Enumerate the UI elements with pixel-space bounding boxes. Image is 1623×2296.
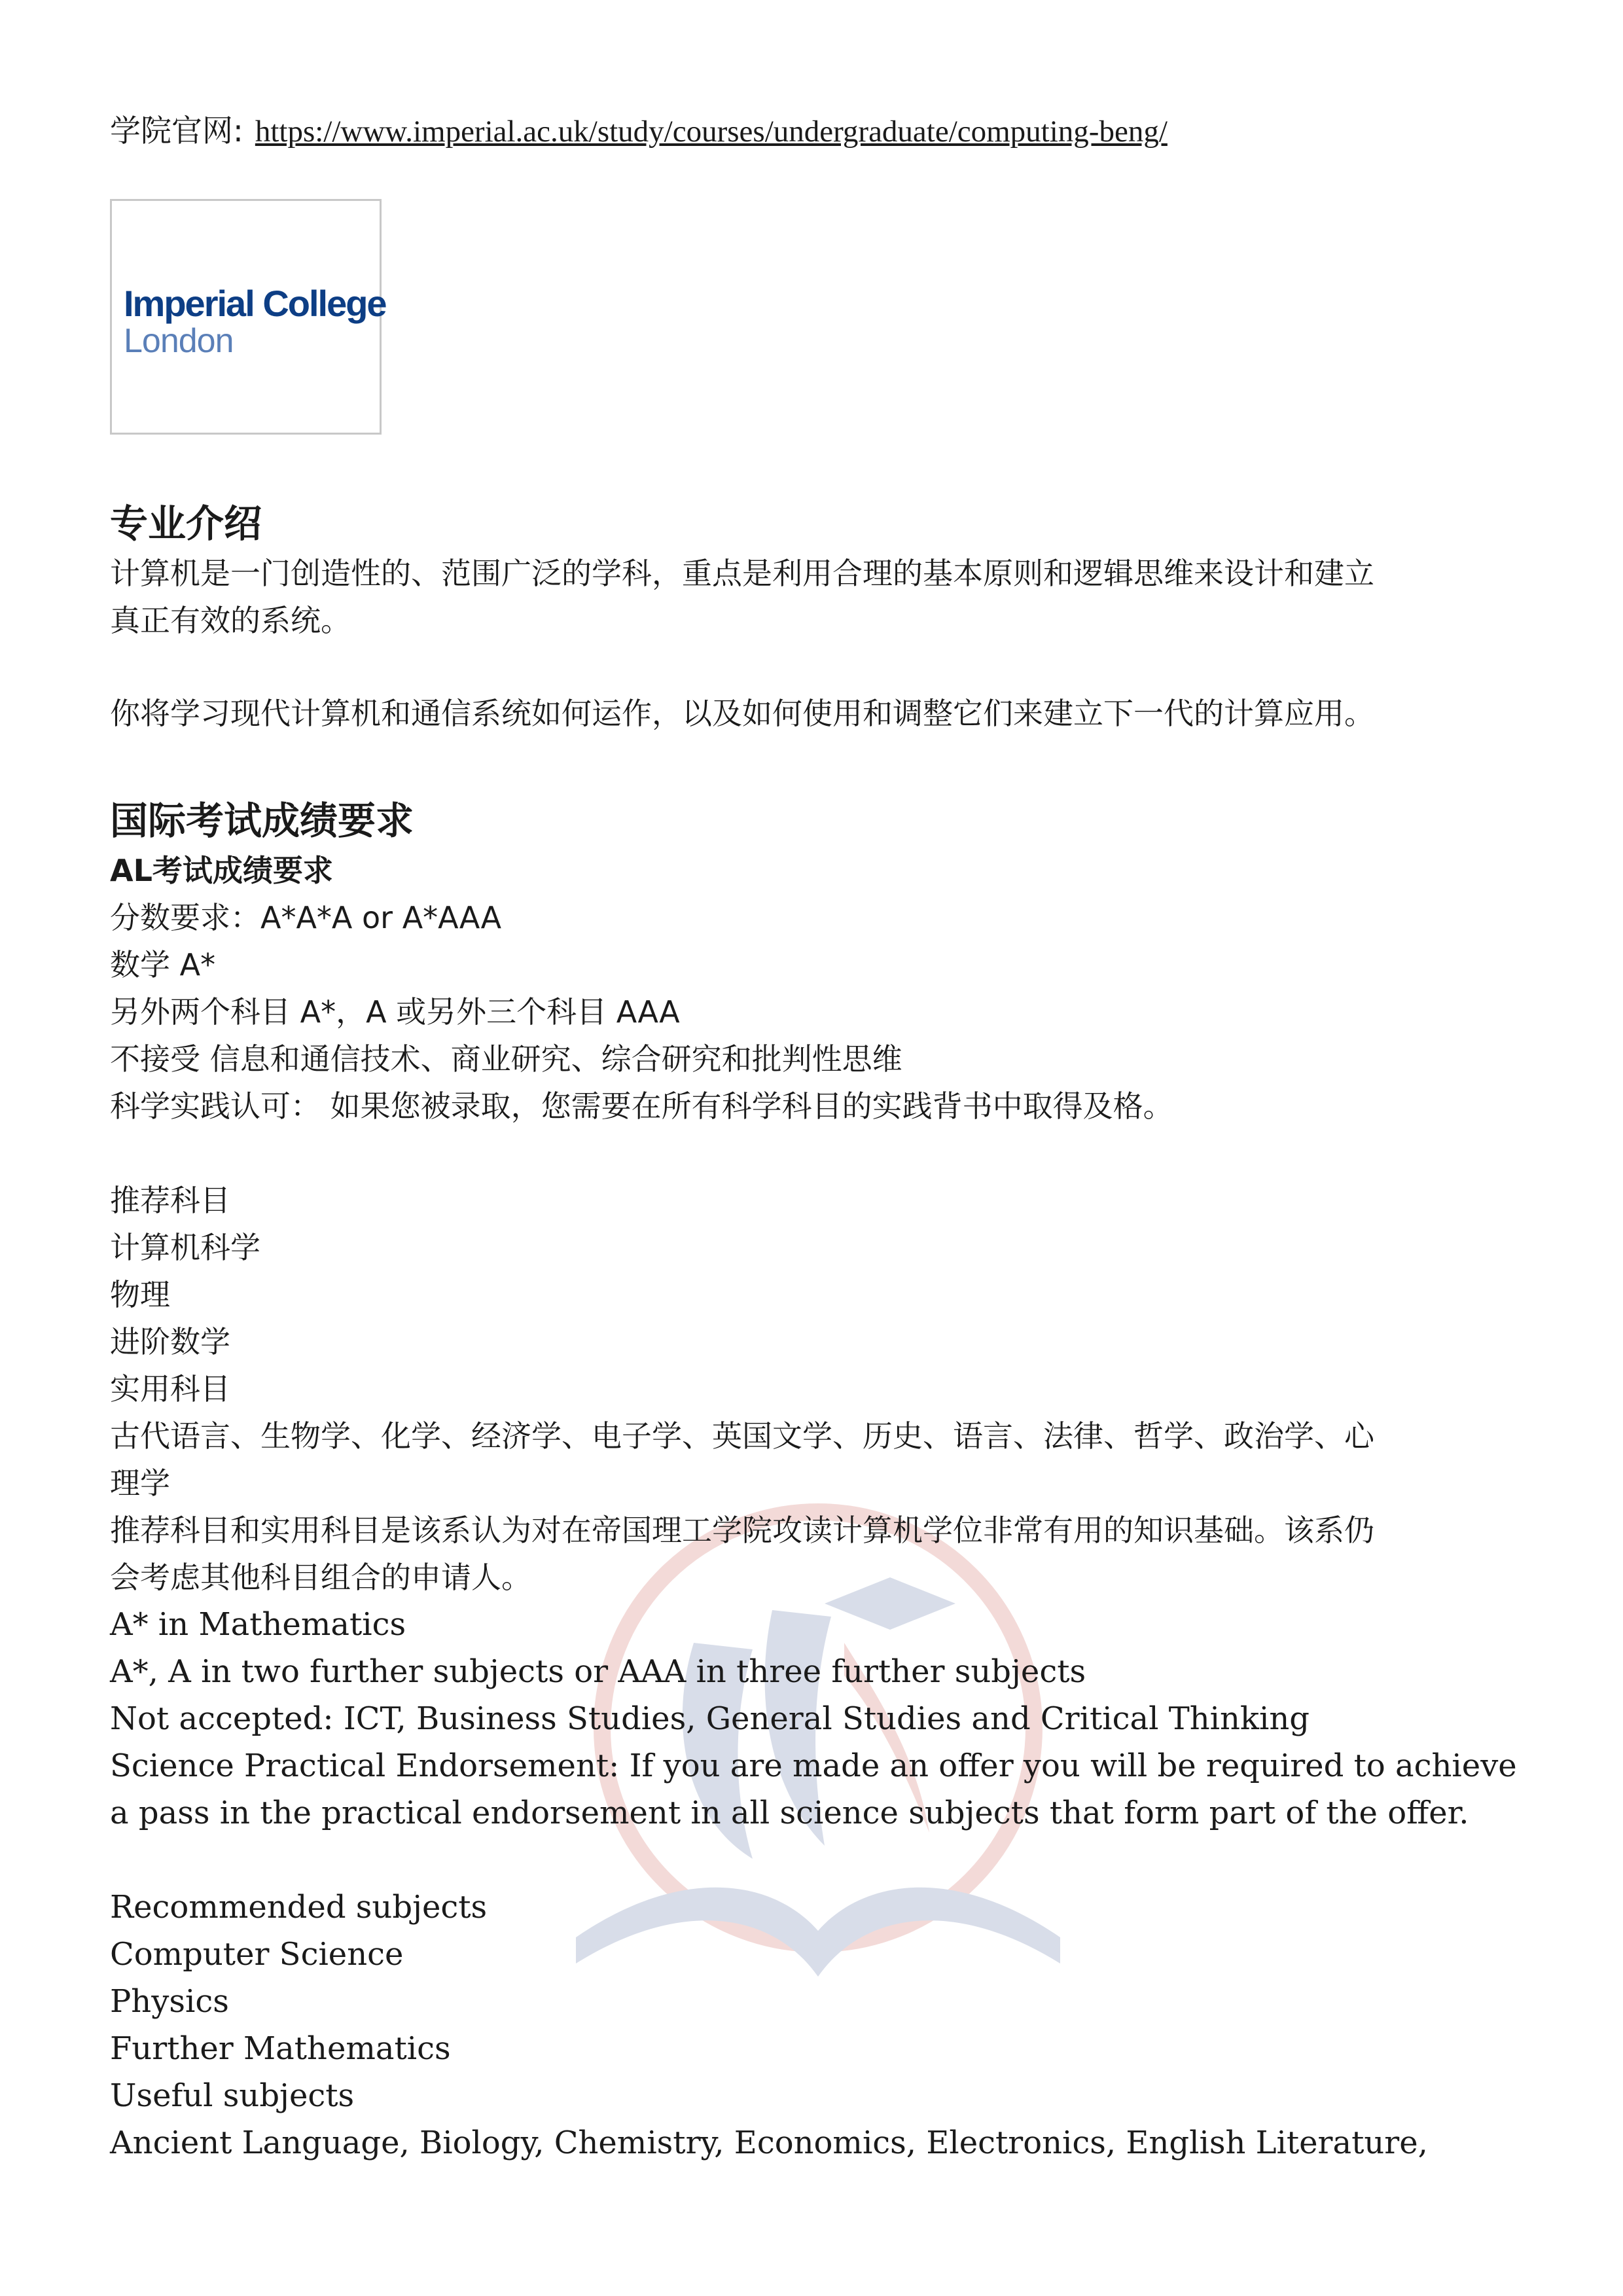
zh-subject-line: 物理 [110,1277,170,1312]
en-requirement-line: a pass in the practical endorsement in all science subjects that form part of the offer. [110,1795,1469,1831]
en-subject-line: Recommended subjects [110,1889,488,1926]
website-link[interactable]: https://www.imperial.ac.uk/study/courses/undergraduate/computing-beng/ [255,115,1168,149]
en-subject-line: Further Mathematics [110,2030,451,2067]
en-requirement-line: Not accepted: ICT, Business Studies, General Studies and Critical Thinking [110,1700,1310,1737]
logo-line-2: London [124,322,234,360]
zh-subject-line: 推荐科目和实用科目是该系认为对在帝国理工学院攻读计算机学位非常有用的知识基础。该系仍 [110,1513,1374,1548]
en-subject-line: Ancient Language, Biology, Chemistry, Economics, Electronics, English Literature, [110,2125,1428,2161]
zh-subject-line: 理学 [110,1465,170,1501]
zh-subject-line: 实用科目 [110,1371,230,1407]
intro-para1-line1: 计算机是一门创造性的、范围广泛的学科，重点是利用合理的基本原则和逻辑思维来设计和建立 [110,556,1374,591]
zh-requirement-line: 另外两个科目 A*，A 或另外三个科目 AAA [110,994,680,1030]
en-subject-line: Physics [110,1983,229,2020]
zh-requirement-line: 科学实践认可： 如果您被录取，您需要在所有科学科目的实践背书中取得及格。 [110,1088,1173,1124]
al-subheading: AL考试成绩要求 [110,853,333,888]
en-subject-line: Useful subjects [110,2077,355,2114]
intro-para1-line2: 真正有效的系统。 [110,603,351,638]
document-page [110,105,1517,2166]
zh-subject-line: 会考虑其他科目组合的申请人。 [110,1560,531,1595]
intro-heading: 专业介绍 [110,501,262,546]
zh-requirement-line: 分数要求：A*A*A or A*AAA [110,900,502,935]
en-requirement-line: A*, A in two further subjects or AAA in three further subjects [110,1653,1086,1690]
en-requirement-line: Science Practical Endorsement: If you are made an offer you will be required to achieve [110,1748,1517,1784]
zh-requirement-line: 数学 A* [110,947,216,982]
website-line [110,105,1517,158]
exam-heading: 国际考试成绩要求 [110,798,414,843]
logo-line-1: Imperial College [124,283,386,324]
zh-subject-line: 古代语言、生物学、化学、经济学、电子学、英国文学、历史、语言、法律、哲学、政治学、心 [110,1418,1374,1454]
zh-subject-line: 推荐科目 [110,1183,230,1218]
zh-subject-line: 计算机科学 [110,1230,260,1265]
zh-subject-line: 进阶数学 [110,1324,230,1359]
zh-requirement-line: 不接受 信息和通信技术、商业研究、综合研究和批判性思维 [110,1041,902,1077]
en-requirement-line: A* in Mathematics [110,1606,406,1643]
college-logo [110,199,386,435]
intro-para2: 你将学习现代计算机和通信系统如何运作，以及如何使用和调整它们来建立下一代的计算应用。 [110,696,1374,731]
en-subject-line: Computer Science [110,1936,404,1973]
website-label: 学院官网: [110,113,243,149]
